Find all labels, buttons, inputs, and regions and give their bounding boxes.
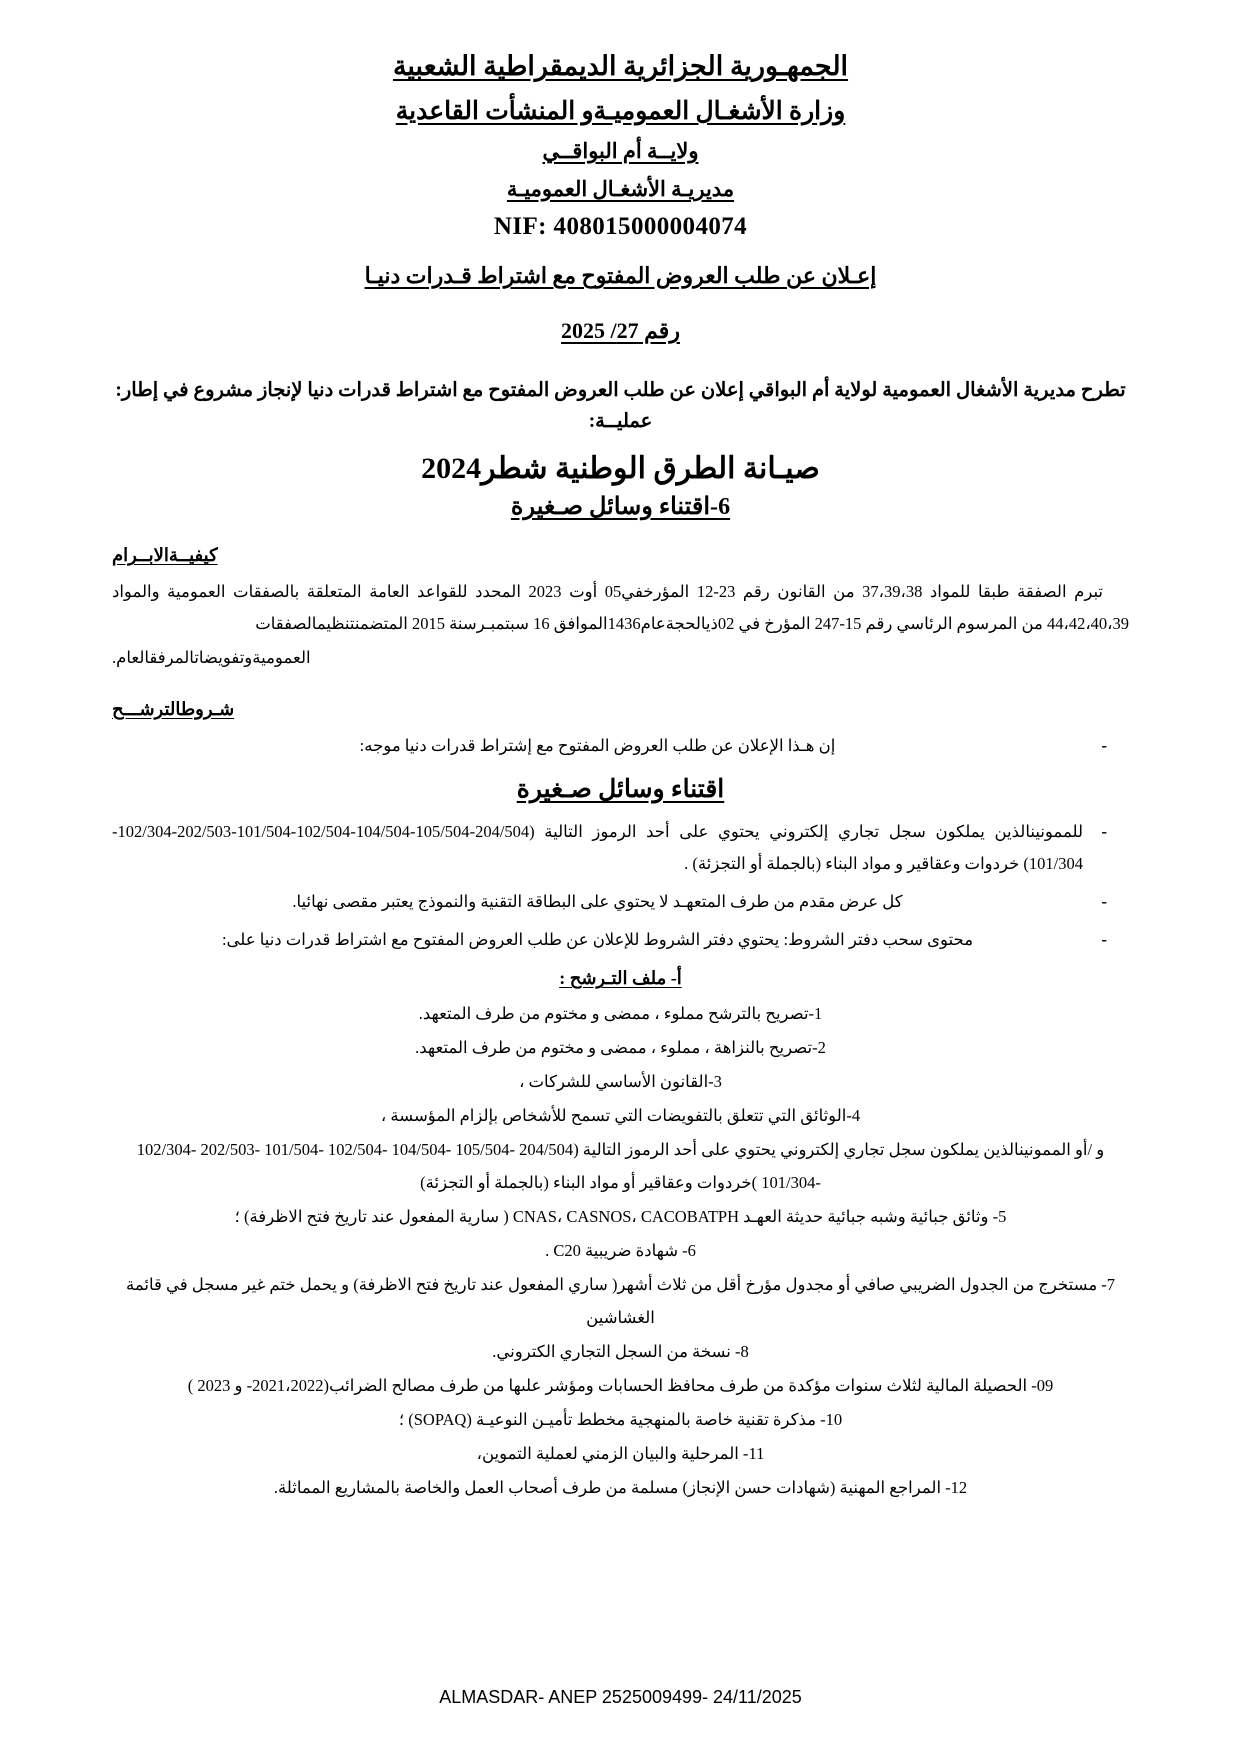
header-republic: الجمهـورية الجزائرية الديمقراطية الشعبية <box>392 51 849 81</box>
list-item: 5- وثائق جبائية وشبه جبائية حديثة العهـد CNAS، CASNOS، CACOBATPH ( سارية المفعول عند تاريخ فتح الاظرفة) ؛ <box>234 1207 1007 1227</box>
document-footer: ALMASDAR- ANEP 2525009499- 24/11/2025 <box>439 1687 802 1707</box>
list-item: 2-تصريح بالنزاهة ، مملوء ، ممضى و مختوم من طرف المتعهد. <box>415 1038 826 1058</box>
header-wilaya: ولايــة أم البواقــي <box>542 139 699 163</box>
section-heading-conclusion-mode: كيفيــةالابــرام <box>112 545 218 566</box>
subsection-heading-candidacy-file: أ- ملف التـرشح : <box>559 968 682 989</box>
list-item: 8- نسخة من السجل التجاري الكتروني. <box>492 1342 749 1362</box>
header-ministry: وزارة الأشغـال العموميـةو المنشأت القاعدية <box>395 97 846 125</box>
list-item: 3-القانون الأساسي للشركات ، <box>519 1072 722 1092</box>
list-item: - إن هـذا الإعلان عن طلب العروض المفتوح مع إشتراط قدرات دنيا موجه: <box>112 730 1129 762</box>
header-nif: NIF: 408015000004074 <box>493 213 748 240</box>
header-announcement-title: إعـلان عن طلب العروض المفتوح مع اشتراط قـدرات دنيـا <box>364 263 877 288</box>
candidacy-mid-title: اقتناء وسائل صـغيرة <box>516 775 725 803</box>
list-item: 6- شهادة ضريبية C20 . <box>545 1241 696 1261</box>
list-item: و /أو الممونينالذين يملكون سجل تجاري إلكتروني يحتوي على أحد الرموز التالية (204/504 -105/504 -104/504 -102/504 -101/504 -202/503 -102/304 -101/304 )خردوات وعقاقير أو مواد البناء (بالجملة أو التجزئة) <box>136 1140 1105 1193</box>
operation-label: عمليــة: <box>588 411 653 433</box>
section-heading-candidacy-conditions: شـروطالترشـــح <box>112 698 235 719</box>
header-announcement-number: رقم 27/ 2025 <box>561 318 680 343</box>
header-directorate: مديريـة الأشغـال العموميـة <box>506 176 735 201</box>
conclusion-mode-paragraph-1: تبرم الصفقة طبقا للمواد 37،39،38 من القانون رقم 23-12 المؤرخفي05 أوت 2023 المحدد للقواعد العامة المتعلقة بالصفقات العمومية والمواد 44،42،40،39 من المرسوم الرئاسي رقم 15-247 المؤرخ في 02ذيالحجةعام1436الموافق 16 سبتمبـرسنة 2015 المتضمنتنظيمالصفقات <box>112 582 1129 634</box>
list-item: - للممونينالذين يملكون سجل تجاري إلكتروني يحتوي على أحد الرموز التالية (204/504-105/504-104/504-102/504-101/504-202/503-102/304-101/304) خردوات وعقاقير و مواد البناء (بالجملة أو التجزئة) . <box>112 816 1129 880</box>
candidacy-file-list <box>112 997 1129 1504</box>
list-item: 4-الوثائق التي تتعلق بالتفويضات التي تسمح للأشخاص بإلزام المؤسسة ، <box>380 1106 861 1126</box>
list-item: 11- المرحلية والبيان الزمني لعملية التموين، <box>476 1444 765 1464</box>
operation-title: صيـانة الطرق الوطنية شطر2024 <box>421 452 820 486</box>
list-item: 10- مذكرة تقنية خاصة بالمنهجية مخطط تأميـن النوعيـة (SOPAQ) ؛ <box>398 1410 843 1430</box>
intro-paragraph: تطرح مديرية الأشغال العمومية لولاية أم البواقي إعلان عن طلب العروض المفتوح مع اشتراط قدرات دنيا لإنجاز مشروع في إطار: <box>115 380 1126 401</box>
list-item: - محتوى سحب دفتر الشروط: يحتوي دفتر الشروط للإعلان عن طلب العروض المفتوح مع اشتراط قدرات دنيا على: <box>112 924 1129 956</box>
list-item: 09- الحصيلة المالية لثلاث سنوات مؤكدة من طرف محافظ الحسابات ومؤشر علىها من طرف مصالح الضرائب(2021،2022- و 2023 ) <box>187 1376 1054 1396</box>
document-header <box>112 46 1129 347</box>
candidacy-conditions-bullets-top <box>112 730 1129 762</box>
operation-subtitle: 6-اقتناء وسائل صـغيرة <box>510 494 731 521</box>
list-item: 12- المراجع المهنية (شهادات حسن الإنجاز) مسلمة من طرف أصحاب العمل والخاصة بالمشاريع المماثلة. <box>273 1478 968 1498</box>
conclusion-mode-paragraph-2: العموميةوتفويضاتالمرفقالعام. <box>112 648 311 668</box>
candidacy-conditions-bullets <box>112 816 1129 957</box>
list-item: 7- مستخرج من الجدول الضريبي صافي أو مجدول مؤرخ أقل من ثلاث أشهر( ساري المفعول عند تاريخ فتح الاظرفة) و يحمل ختم غير مسجل في قائمة الغشاشين <box>125 1275 1116 1328</box>
list-item: 1-تصريح بالترشح مملوء ، ممضى و مختوم من طرف المتعهد. <box>418 1004 823 1024</box>
list-item: - كل عرض مقدم من طرف المتعهـد لا يحتوي على البطاقة التقنية والنموذج يعتبر مقصى نهائيا. <box>112 886 1129 918</box>
